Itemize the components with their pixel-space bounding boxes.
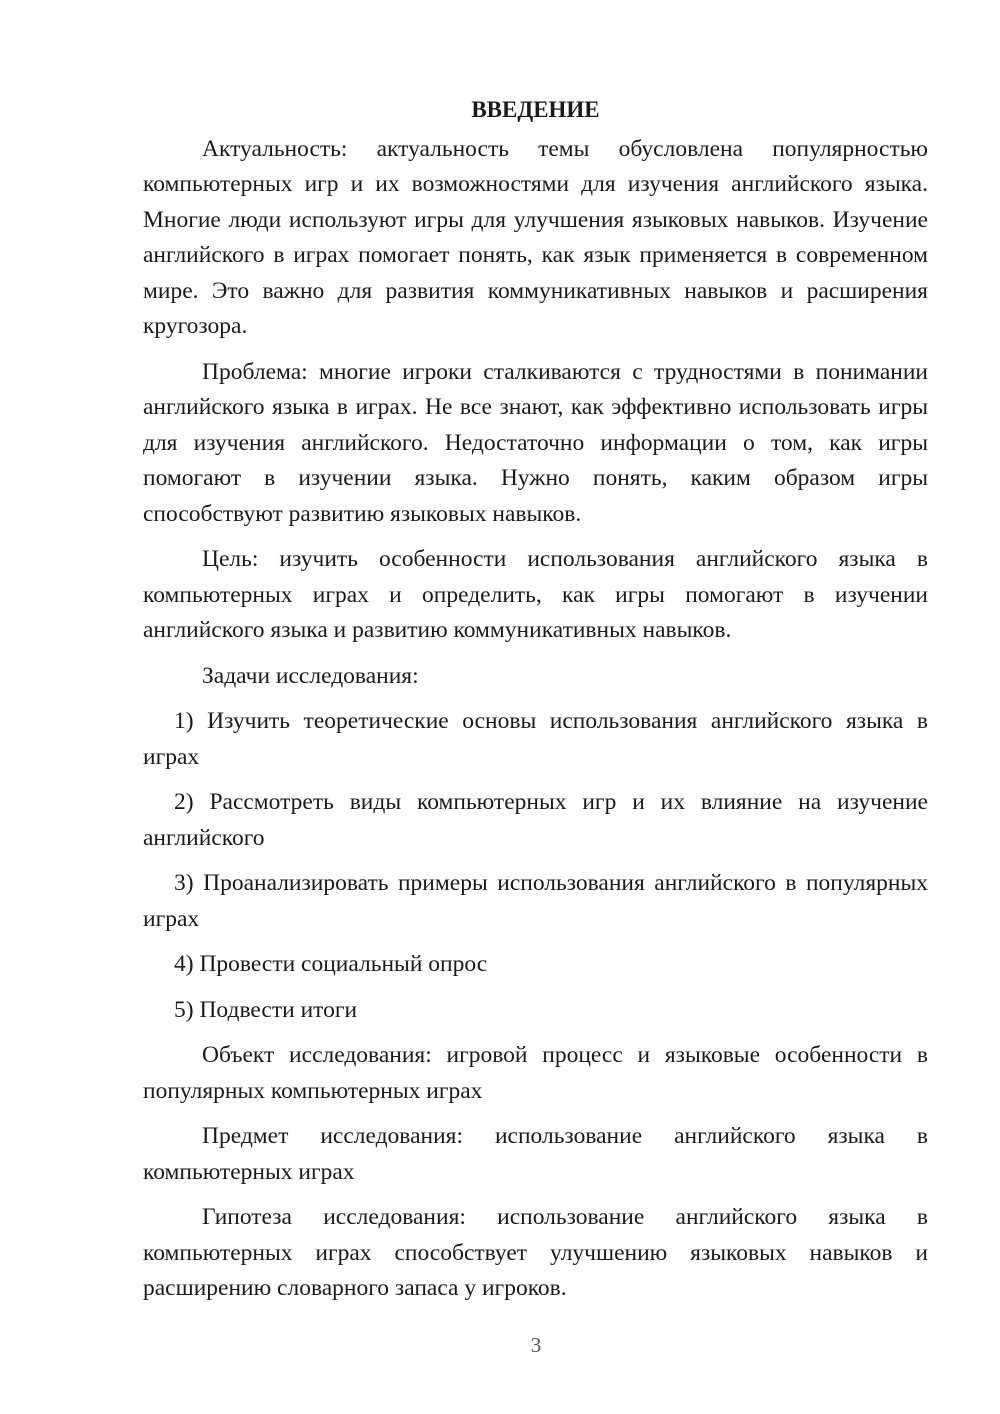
problem-paragraph: Проблема: многие игроки сталкиваются с трудностями в понимании английского языка в играх. Не все знают, как эффективно использовать игры для изучения английского. Недостаточно информации о том, как игры помогают в изучении языка. Нужно понять, каким образом игры способствуют развитию языковых навыков. xyxy=(143,358,928,527)
task-item-4: 4) Провести социальный опрос xyxy=(174,951,488,977)
page-title: ВВЕДЕНИЕ xyxy=(471,97,600,122)
task-item-3: 3) Проанализировать примеры использования английского в популярных играх xyxy=(143,870,928,932)
relevance-paragraph: Актуальность: актуальность темы обусловлена популярностью компьютерных игр и их возможностями для изучения английского языка. Многие люди используют игры для улучшения языковых навыков. Изучение английского в играх помогает понять, как язык применяется в современном мире. Это важно для развития коммуникативных навыков и расширения кругозора. xyxy=(143,135,928,339)
hypothesis-paragraph: Гипотеза исследования: использование английского языка в компьютерных играх способствует улучшению языковых навыков и расширению словарного запаса у игроков. xyxy=(143,1204,928,1301)
object-paragraph: Объект исследования: игровой процесс и языковые особенности в популярных компьютерных играх xyxy=(143,1042,928,1104)
task-item-5: 5) Подвести итоги xyxy=(174,996,358,1023)
goal-paragraph: Цель: изучить особенности использования английского языка в компьютерных играх и определить, как игры помогают в изучении английского языка и развитию коммуникативных навыков. xyxy=(143,546,928,643)
tasks-heading: Задачи исследования: xyxy=(202,662,419,689)
page-content xyxy=(143,92,928,1317)
page-number: 3 xyxy=(530,1333,542,1357)
task-item-2: 2) Рассмотреть виды компьютерных игр и их влияние на изучение английского xyxy=(143,789,928,851)
task-item-1: 1) Изучить теоретические основы использования английского языка в играх xyxy=(143,708,928,770)
subject-paragraph: Предмет исследования: использование английского языка в компьютерных играх xyxy=(143,1123,928,1185)
